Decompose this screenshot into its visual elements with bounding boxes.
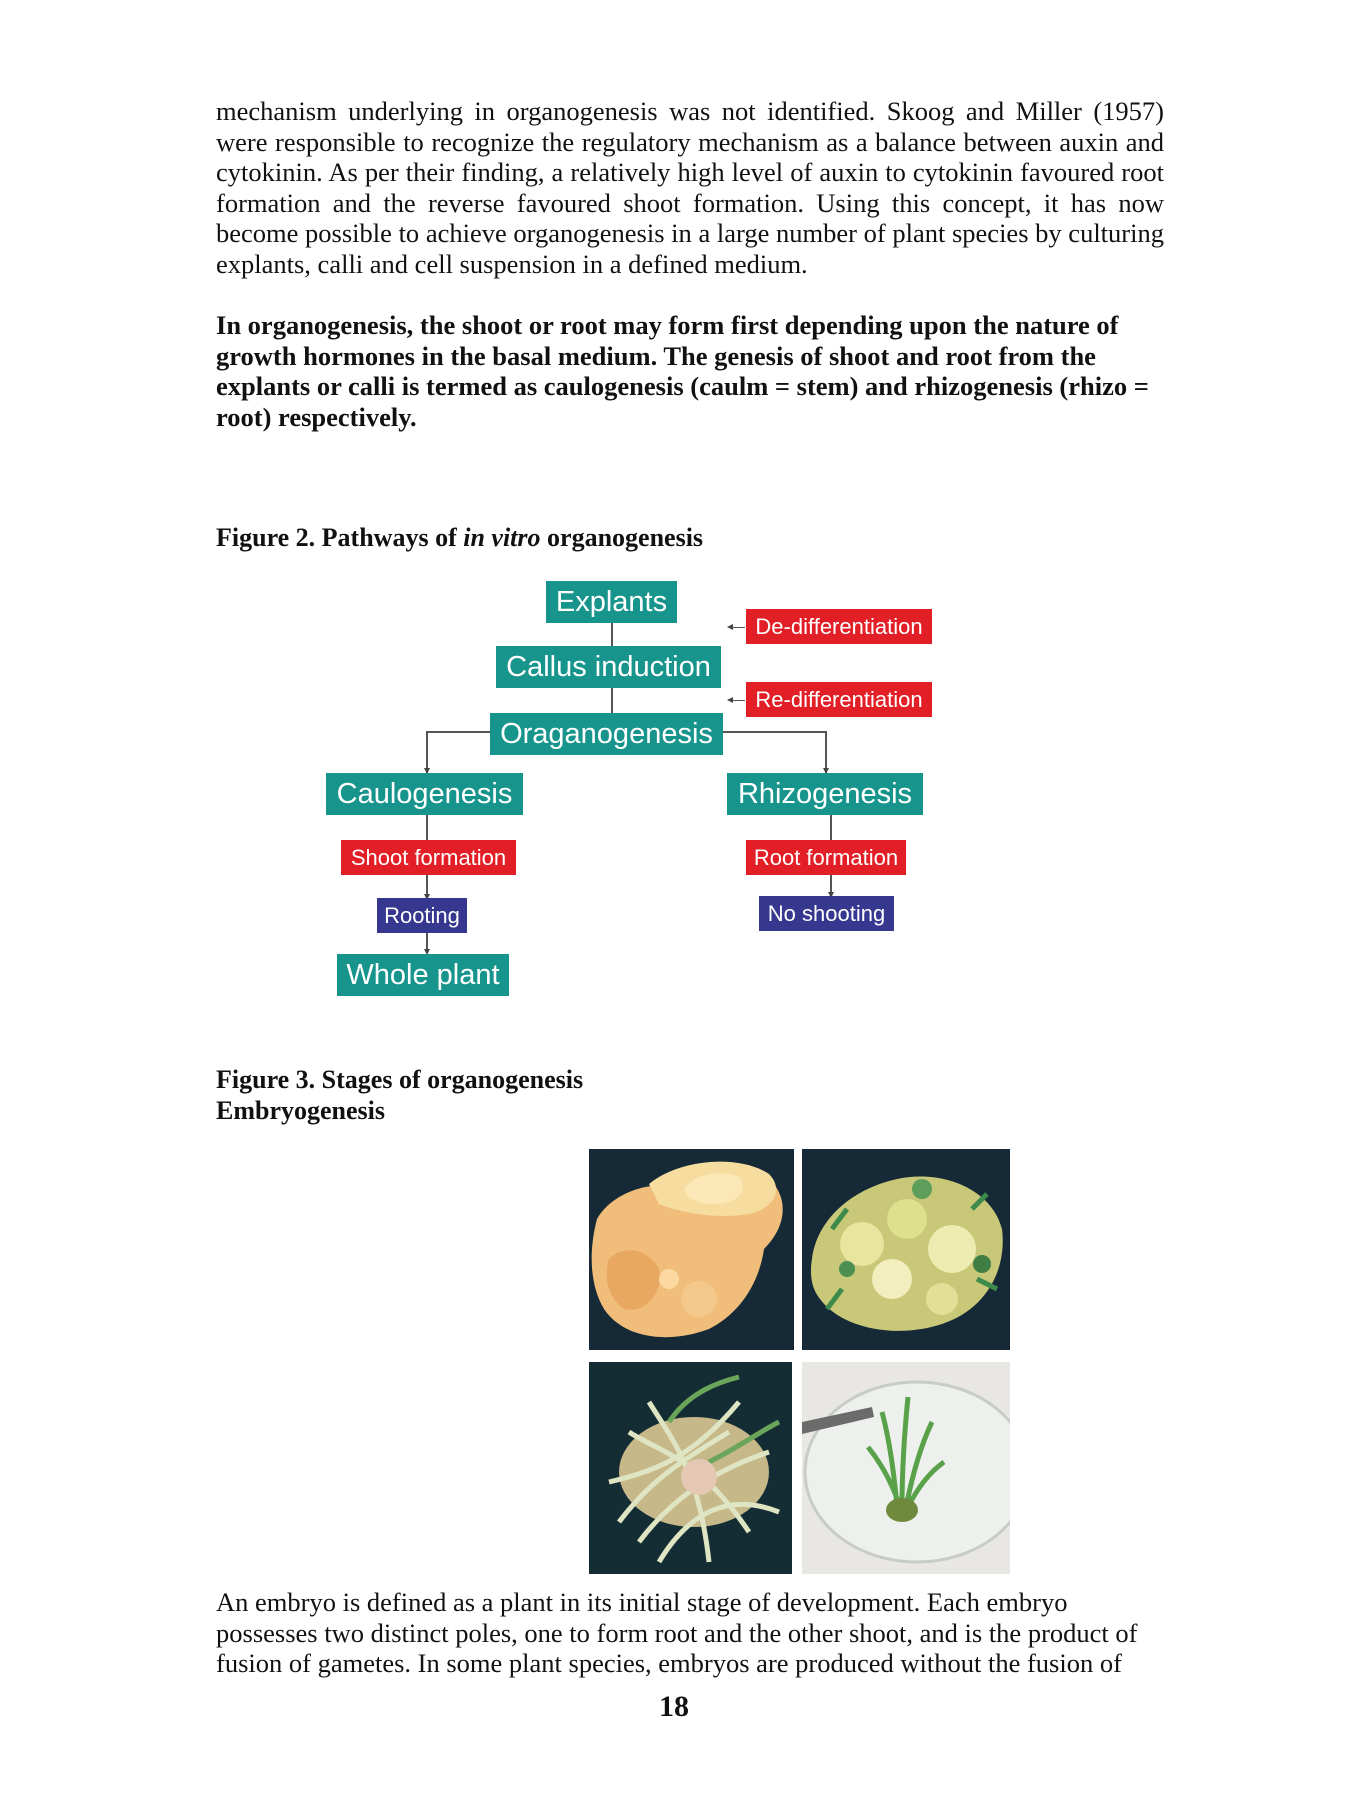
connector-line <box>426 731 428 773</box>
embryo-paragraph <box>216 1587 1164 1679</box>
figure2-caption <box>216 523 703 553</box>
connector-line <box>611 621 613 648</box>
callus-photo <box>589 1149 794 1350</box>
intro-paragraph <box>216 96 1164 279</box>
bold-paragraph <box>216 310 1164 432</box>
connector-line <box>611 688 613 715</box>
text-line: root) respectively. <box>216 401 417 432</box>
text-line: possesses two distinct poles, one to form root and the other shoot, and is the product of <box>216 1617 1138 1648</box>
whole-plant-photo <box>802 1362 1010 1574</box>
text-line: explants, calli and cell suspension in a defined medium. <box>216 248 808 279</box>
connector-line <box>733 700 745 701</box>
node-no-shooting: No shooting <box>759 896 894 931</box>
page-number: 18 <box>659 1690 689 1723</box>
caption-italic: in vitro <box>463 523 541 552</box>
node-shoot-formation: Shoot formation <box>341 840 516 875</box>
node-whole-plant: Whole plant <box>337 954 509 996</box>
text-line: explants or calli is termed as caulogenesis (caulm = stem) and rhizogenesis (rhizo = <box>216 371 1149 401</box>
text-line: fusion of gametes. In some plant species, embryos are produced without the fusion of <box>216 1648 1122 1678</box>
text-line: formation and the reverse favoured shoot formation. Using this concept, it has now <box>216 187 1164 218</box>
caption-prefix: Figure 2. Pathways of <box>216 523 464 552</box>
text-line: An embryo is defined as a plant in its initial stage of development. Each embryo <box>216 1587 1068 1617</box>
connector-line <box>720 731 826 733</box>
node-organogenesis: Oraganogenesis <box>490 713 723 755</box>
node-explants: Explants <box>546 581 677 623</box>
callus-illustration <box>589 1149 794 1350</box>
node-rooting: Rooting <box>377 898 467 933</box>
node-re-differentiation: Re-differentiation <box>746 682 932 717</box>
node-de-differentiation: De-differentiation <box>746 609 932 644</box>
arrow-left-icon <box>727 624 733 630</box>
arrow-left-icon <box>727 697 733 703</box>
whole-plant-illustration <box>802 1362 1010 1574</box>
connector-line <box>830 815 832 840</box>
figure3-caption: Figure 3. Stages of organogenesis <box>216 1065 584 1094</box>
node-caulogenesis: Caulogenesis <box>326 773 523 815</box>
shoot-callus-photo <box>802 1149 1010 1350</box>
text-line: mechanism underlying in organogenesis was not identified. Skoog and Miller (1957) <box>216 96 1164 126</box>
connector-line <box>733 627 745 628</box>
text-line: were responsible to recognize the regulatory mechanism as a balance between auxin and <box>216 126 1164 157</box>
node-callus-induction: Callus induction <box>496 646 721 688</box>
text-line: become possible to achieve organogenesis in a large number of plant species by culturing <box>216 218 1164 248</box>
connector-line <box>426 815 428 840</box>
caption-suffix: organogenesis <box>540 523 704 552</box>
node-root-formation: Root formation <box>746 840 906 875</box>
shoot-formation-illustration <box>589 1362 792 1574</box>
shoot-callus-illustration <box>802 1149 1010 1350</box>
text-line: cytokinin. As per their finding, a relatively high level of auxin to cytokinin favoured root <box>216 157 1164 187</box>
text-line: In organogenesis, the shoot or root may form first depending upon the nature of <box>216 310 1119 340</box>
node-rhizogenesis: Rhizogenesis <box>727 773 923 815</box>
connector-line <box>825 731 827 773</box>
text-line: growth hormones in the basal medium. The genesis of shoot and root from the <box>216 340 1096 371</box>
section-heading: Embryogenesis <box>216 1096 385 1125</box>
connector-line <box>426 731 490 733</box>
shoot-formation-photo <box>589 1362 792 1574</box>
